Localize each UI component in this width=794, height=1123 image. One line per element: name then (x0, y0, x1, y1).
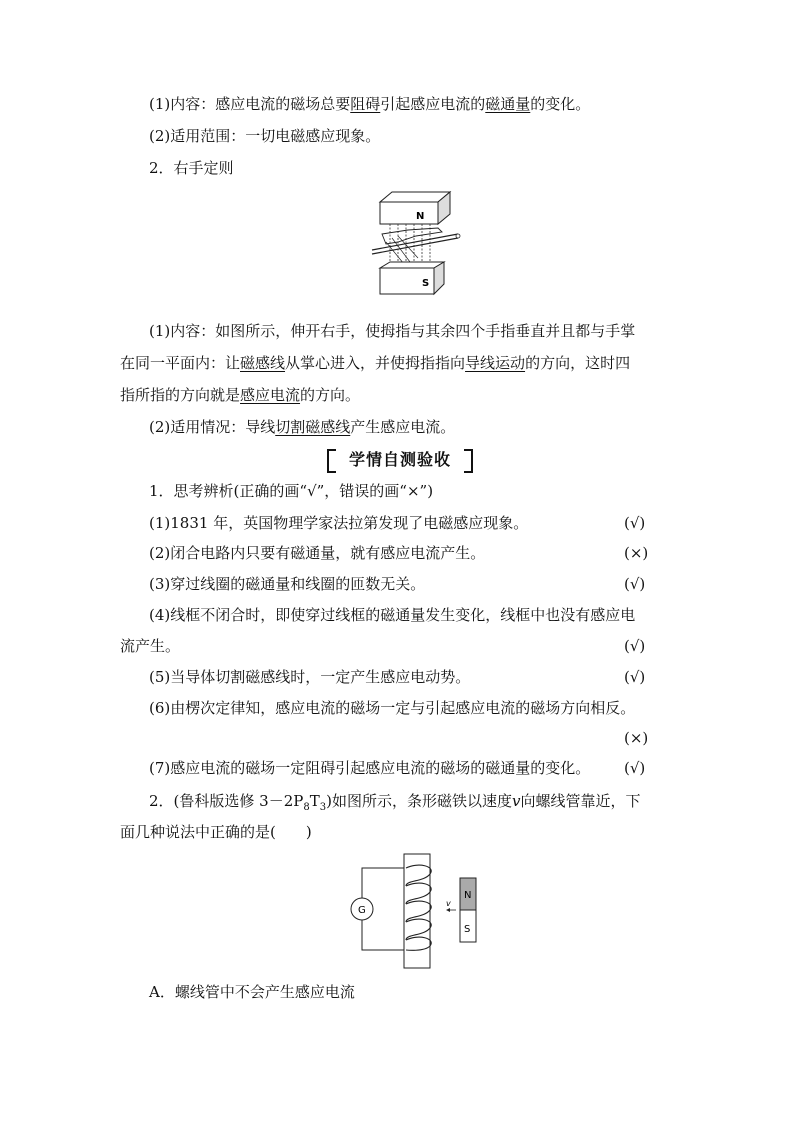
section-bracket-left (327, 449, 336, 473)
q1-item-6-mark: (×) (624, 729, 649, 747)
right-hand-content-l3b: 的方向。 (300, 386, 361, 404)
galvanometer-label: G (358, 905, 366, 916)
q1-heading: 1．思考辨析(正确的画“√”，错误的画“×”) (149, 482, 434, 500)
q2-line1-d: 向螺线管靠近，下 (520, 792, 641, 810)
q1-item-6: (6)由楞次定律知，感应电流的磁场一定与引起感应电流的磁场方向相反。 (149, 699, 636, 717)
lenz-scope-line: (2)适用范围：一切电磁感应现象。 (149, 127, 381, 145)
q2-velocity-symbol: v (511, 792, 521, 810)
right-hand-rule-figure (368, 190, 462, 302)
section-title-text: 学情自测验收 (348, 450, 451, 469)
right-hand-content-line2 (120, 353, 630, 373)
right-hand-content-l2b: 从掌心进入，并使拇指指向 (285, 354, 466, 372)
right-hand-rule-heading: 2．右手定则 (149, 159, 234, 177)
right-hand-condition-line (149, 417, 455, 437)
velocity-label: v (446, 899, 451, 908)
lenz-content-prefix: (1)内容：感应电流的磁场总要 (149, 95, 351, 113)
right-hand-outline (382, 228, 442, 244)
q2-line1-c: )如图所示，条形磁铁以速度 (326, 792, 512, 810)
section-bracket-right (464, 449, 473, 473)
bar-magnet-s-label: S (464, 924, 471, 935)
q1-item-1-mark: (√) (624, 514, 646, 532)
q1-item-1: (1)1831 年，英国物理学家法拉第发现了电磁感应现象。 (149, 514, 529, 532)
magnet-n-label: N (416, 211, 425, 222)
magnet-s-label: S (422, 278, 430, 289)
q2-line1 (149, 791, 640, 818)
q1-item-3-mark: (√) (624, 575, 646, 593)
q1-item-4: (4)线框不闭合时，即使穿过线框的磁通量发生变化，线框中也没有感应电 (149, 606, 636, 624)
lenz-content-line (149, 94, 590, 114)
q1-item-5-mark: (√) (624, 668, 646, 686)
right-hand-content-l2c: 的方向，这时四 (525, 354, 631, 372)
right-hand-cond-a: (2)适用情况：导线 (149, 418, 276, 436)
right-hand-content-line3 (120, 385, 360, 405)
right-hand-answer-induced-current: 感应电流 (240, 386, 301, 404)
q1-item-7-mark: (√) (624, 759, 646, 777)
q1-item-5: (5)当导体切割磁感线时，一定产生感应电动势。 (149, 668, 471, 686)
lenz-content-mid: 引起感应电流的 (380, 95, 486, 113)
right-hand-answer-cutting: 切割磁感线 (275, 418, 351, 436)
bar-magnet-n-label: N (464, 890, 472, 901)
q1-item-2-mark: (×) (624, 544, 649, 562)
q2-sub-8: 8 (303, 802, 310, 813)
q2-line1-a: 2．(鲁科版选修 3－2P (149, 792, 304, 810)
right-hand-answer-conductor-motion: 导线运动 (465, 354, 526, 372)
lenz-answer-flux: 磁通量 (485, 95, 531, 113)
q1-item-3: (3)穿过线圈的磁通量和线圈的匝数无关。 (149, 575, 426, 593)
lenz-content-suffix: 的变化。 (530, 95, 591, 113)
right-hand-answer-field-lines: 磁感线 (240, 354, 286, 372)
right-hand-content-line1: (1)内容：如图所示，伸开右手，使拇指与其余四个手指垂直并且都与手掌 (149, 322, 636, 340)
magnet-south-block (380, 262, 444, 268)
section-title (327, 449, 473, 471)
q1-item-2: (2)闭合电路内只要有磁通量，就有感应电流产生。 (149, 544, 486, 562)
q2-line1-b: T (309, 792, 320, 810)
q1-item-4-cont: 流产生。 (120, 637, 181, 655)
lenz-answer-hinder: 阻碍 (350, 95, 381, 113)
q2-option-a: A．螺线管中不会产生感应电流 (149, 983, 355, 1001)
solenoid-figure (340, 852, 490, 972)
right-hand-content-l3a: 指所指的方向就是 (120, 386, 241, 404)
solenoid-core (404, 854, 430, 968)
q1-item-7: (7)感应电流的磁场一定阻碍引起感应电流的磁场的磁通量的变化。 (149, 759, 591, 777)
q2-sub-3: 3 (319, 802, 327, 813)
right-hand-content-l2a: 在同一平面内：让 (120, 354, 241, 372)
q2-line2: 面几种说法中正确的是( ) (120, 823, 312, 841)
right-hand-cond-b: 产生感应电流。 (350, 418, 456, 436)
q1-item-4-mark: (√) (624, 637, 646, 655)
